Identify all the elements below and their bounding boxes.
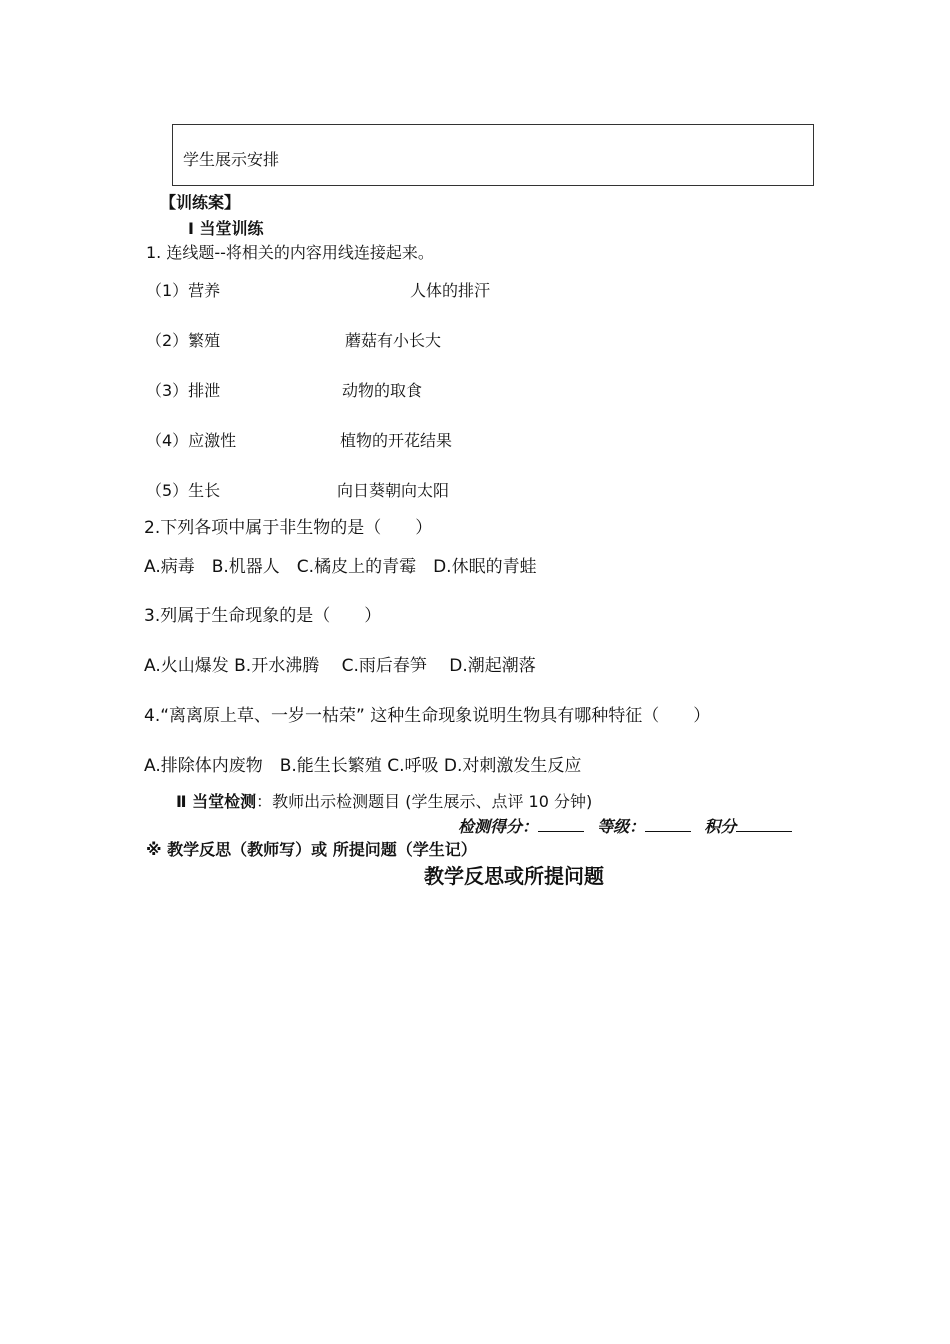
part2-desc: ：教师出示检测题目 (学生展示、点评 10 分钟)	[256, 792, 593, 811]
q1-left-item: （2）繁殖	[146, 331, 221, 350]
points-label: 积分	[704, 817, 737, 836]
reflection-note: ※ 教学反思（教师写）或 所提问题（学生记）	[146, 840, 477, 859]
section-header: 【训练案】	[160, 193, 241, 212]
grade-blank[interactable]	[645, 817, 691, 832]
q1-stem: 1. 连线题--将相关的内容用线连接起来。	[146, 243, 434, 262]
q2-stem: 2.下列各项中属于非生物的是（ ）	[144, 518, 433, 538]
q1-left-item: （4）应激性	[146, 431, 237, 450]
points-blank[interactable]	[736, 817, 792, 832]
q1-right-item: 人体的排汗	[410, 281, 491, 300]
part2-line	[176, 789, 592, 812]
reflection-title: 教学反思或所提问题	[424, 864, 604, 888]
grade-label: 等级：	[597, 817, 646, 836]
part1-title: Ⅰ 当堂训练	[188, 219, 264, 238]
score-line	[458, 814, 792, 837]
student-display-box	[172, 124, 814, 186]
q4-options: A.排除体内废物 B.能生长繁殖 C.呼吸 D.对刺激发生反应	[144, 756, 582, 776]
part2-title: Ⅱ 当堂检测	[176, 792, 257, 811]
score-label: 检测得分：	[458, 817, 539, 836]
q1-right-item: 向日葵朝向太阳	[337, 481, 450, 500]
q4-stem: 4.“离离原上草、一岁一枯荣” 这种生命现象说明生物具有哪种特征（ ）	[144, 706, 711, 726]
q3-stem: 3.列属于生命现象的是（ ）	[144, 606, 382, 626]
q1-left-item: （1）营养	[146, 281, 221, 300]
q3-options: A.火山爆发 B.开水沸腾 C.雨后春笋 D.潮起潮落	[144, 656, 536, 676]
q1-left-item: （5）生长	[146, 481, 221, 500]
q1-right-item: 动物的取食	[342, 381, 423, 400]
q1-right-item: 植物的开花结果	[340, 431, 453, 450]
student-display-label: 学生展示安排	[183, 150, 280, 169]
q2-options: A.病毒 B.机器人 C.橘皮上的青霉 D.休眠的青蛙	[144, 557, 537, 577]
q1-right-item: 蘑菇有小长大	[345, 331, 442, 350]
score-blank[interactable]	[538, 817, 584, 832]
q1-left-item: （3）排泄	[146, 381, 221, 400]
